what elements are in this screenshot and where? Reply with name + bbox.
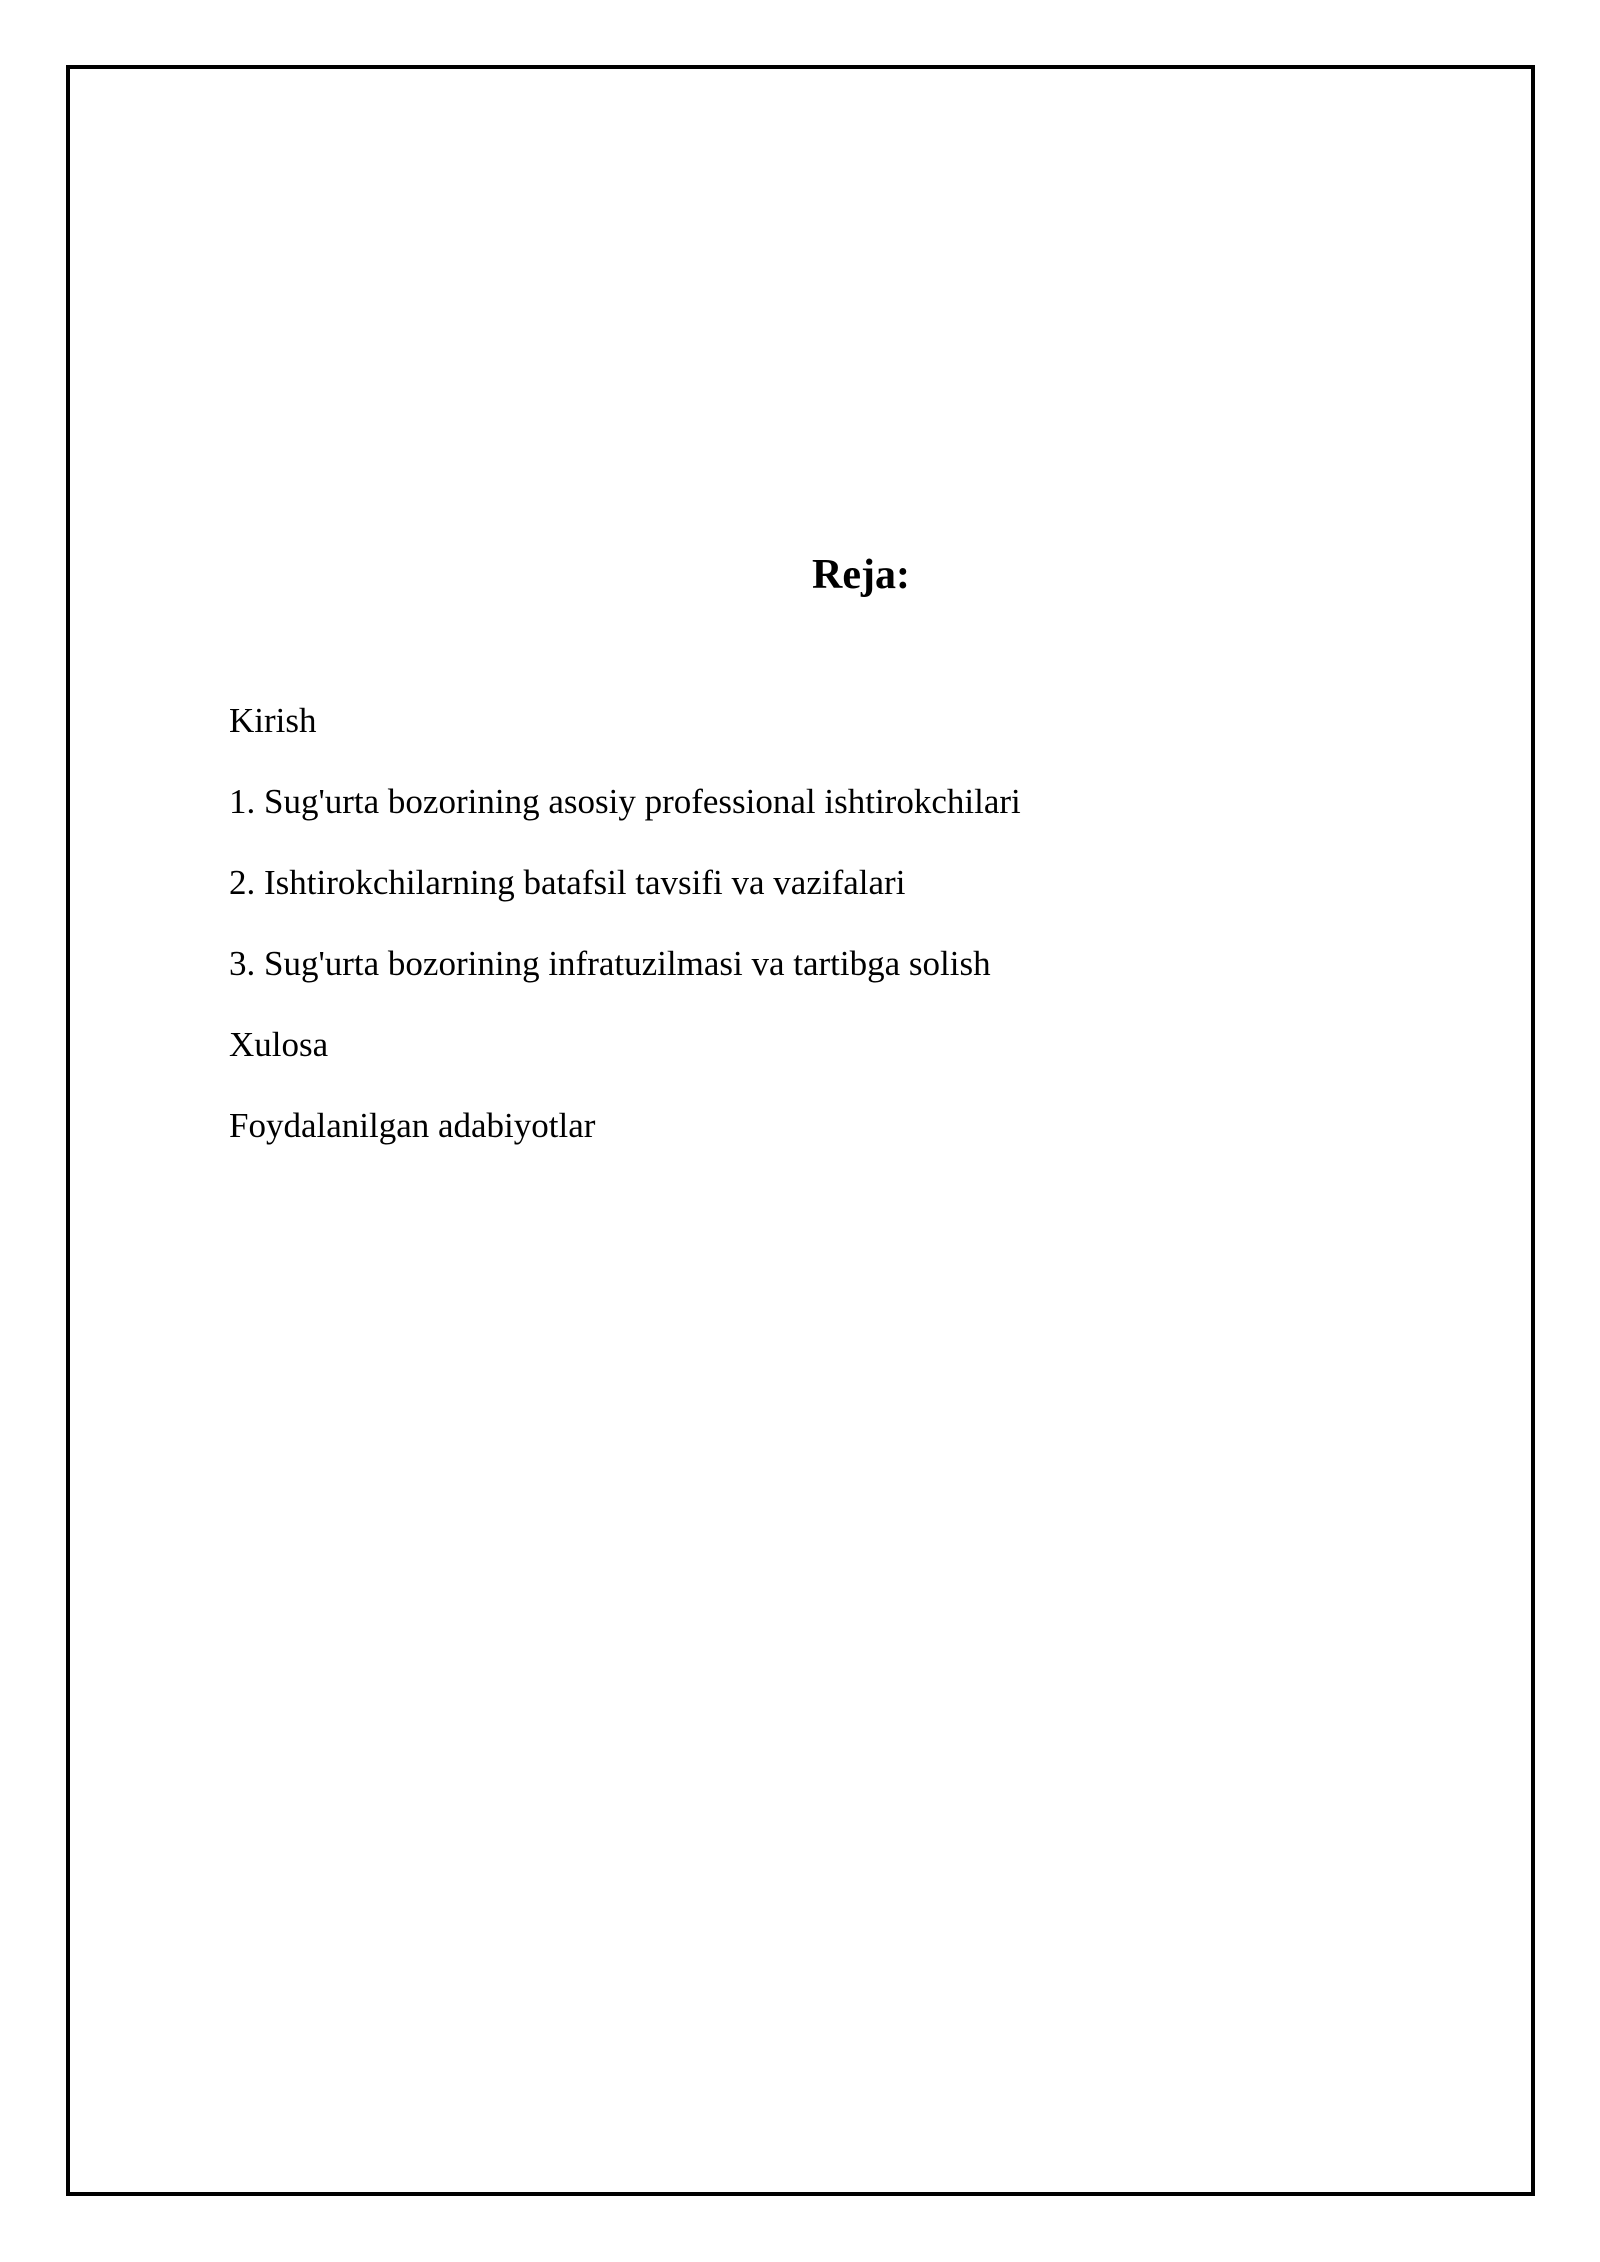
plan-item-conclusion: Xulosa [229,1025,329,1064]
plan-item-3: 3. Sug'urta bozorining infratuzilmasi va tartibga solish [229,944,991,983]
plan-item-2: 2. Ishtirokchilarning batafsil tavsifi va vazifalari [229,863,906,902]
plan-item-introduction: Kirish [229,701,317,740]
plan-item-1: 1. Sug'urta bozorining asosiy professional ishtirokchilari [229,782,1021,821]
plan-list [229,701,1021,1187]
page-title: Reja: [812,552,910,598]
plan-item-references: Foydalanilgan adabiyotlar [229,1106,596,1145]
